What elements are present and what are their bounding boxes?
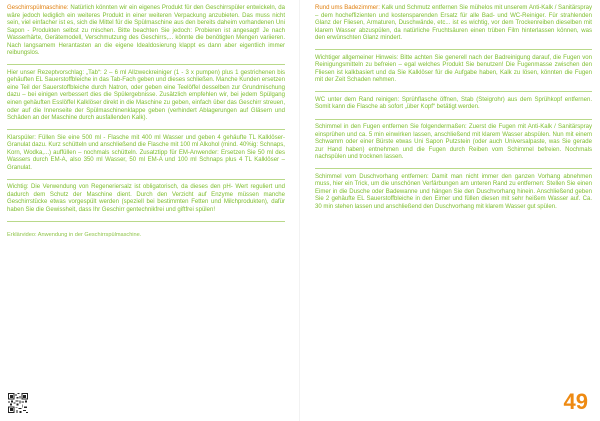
paragraph-text: Hier unser Rezeptvorschlag: „Tab“: 2 – 6 ml Allzweckreiniger (1 - 3 x pumpen) plus 1 gestrichenen bis gehäuften EL Sauerstoffbleiche in das Tab-Fach geben und dieses schließen. Manche Kunden ersetzen eine Teil der Sauerstoffbleiche durch Natron, oder geben eine Teelöffel desselben zur Grundmischung dazu – bei einigen verbessert dies die Spülergebnisse. Zusätzlich empfehlen wir, bei jedem Spülgang einen gehäuften Esslöffel Kalklöser direkt in die Maschine zu geben, einfach über das Geschirr streuen, oder auf die Innenseite der Spülmaschinenklappe geben (verhindert Ablagerungen auf Gläsern und Schäden an der Maschine durch ausfallenden Kalk).	[7, 69, 285, 122]
paragraph-text: Klarspüler: Füllen Sie eine 500 ml - Flasche mit 400 ml Wasser und geben 4 gehäufte TL Kalklöser- Granulat dazu. Kurz schütteln und anschließend die Flasche mit 100 ml Alkohol (mind. 40%ig: Schnaps, Korn, Wodka,...) auffüllen – nochmals schütteln. Zusatztipp für EM-Anwender: Ersetzen Sie 50 ml des Wassers durch EM-A, also 350 ml Wasser, 50 ml EM-A und 100 ml Schnaps plus 4 TL Kalklöser – Granulat.	[7, 134, 285, 171]
page-number: 49	[563, 389, 588, 414]
paragraph-bathroom	[315, 5, 592, 43]
paragraph-rinse-aid	[7, 135, 285, 173]
separator	[7, 129, 285, 130]
right-page	[300, 0, 600, 421]
paragraph-text: Schimmel vom Duschvorhang entfernen: Damit man nicht immer den ganzen Vorhang abnehmen muss, hier ein Trick, um die unschönen Verfärbungen am unteren Rand zu entfernen: Stellen Sie einen Eimer in die Dusche oder Badewanne und hängen Sie den Duschvorhang hinein. Anschließend geben Sie 2 gehäufte EL Sauerstoffbleiche in den Eimer und füllen diesen mit sehr heißem Wasser auf. Ca. 30 min stehen lassen und anschließend den Duschvorhang mit klarem Wasser gut spülen.	[315, 173, 592, 210]
paragraph-dishwasher	[7, 5, 285, 58]
separator	[315, 168, 592, 169]
left-column	[7, 5, 285, 240]
paragraph-text: Kalk und Schmutz entfernen Sie mühelos mit unserem Anti-Kalk / Sanitärspray – dem hocheffizienten und kostensparenden Ersatz für alle Bad- und WC-Reiniger. Für strahlenden Glanz der Fliesen, Armaturen, Duschwände, etc... ist es wichtig, vor dem Trockenreiben dieselben mit klarem Wasser abzuspülen, da natürliche Fruchtsäuren einen trüben Film hinterlassen können, was den erwünschten Glanz mindert.	[315, 5, 593, 42]
qr-code-icon[interactable]	[8, 393, 28, 413]
paragraph-shower-curtain	[315, 174, 592, 212]
separator	[7, 221, 285, 222]
paragraph-text: Wichtig: Die Verwendung von Regeneriersalz ist obligatorisch, da dieses den pH- Wert reguliert und dadurch dem Schutz der Maschine dient. Durch den Verzicht auf Enzyme müssen manche Geschirrstücke etwas vorgespült werden (speziell bei bestimmten Fetten und Milchprodukten), dafür haben Sie die Gewissheit, dass Ihr Geschirr gentechnikfrei und giftfrei spülen!	[7, 184, 285, 214]
paragraph-important	[7, 184, 285, 214]
paragraph-wc-rim	[315, 97, 592, 112]
separator	[7, 64, 285, 65]
paragraph-tab-recipe	[7, 70, 285, 123]
separator	[315, 91, 592, 92]
paragraph-text: Schimmel in den Fugen entfernen Sie folgendermaßen: Zuerst die Fugen mit Anti-Kalk / Sanitärspray einsprühen und ca. 5 min einwirken lassen, anschließend mit klarem Wasser abspülen. Nun mit einem Schwamm oder einer Bürste etwas Uni Sapon Putzstein (oder auch Universalpaste, was Sie gerade zur Hand haben) entnehmen und die Fugen durch Reiben vom Schimmel befreien. Nochmals nachspülen und trocknen lassen.	[315, 124, 592, 161]
paragraph-lead: Geschirrspülmaschine:	[7, 5, 69, 11]
paragraph-text: Wichtiger allgemeiner Hinweis: Bitte achten Sie generell nach der Badreinigung darauf, die Fugen von Reinigungsmitteln zu befreien – egal welches Produkt Sie benutzen! Die Fugenmasse zwischen den Fliesen ist kalkbasiert und da Sie Kalklöser für die Aufgabe haben, Kalk zu lösen, könnten die Fugen mit der Zeit Schaden nehmen.	[315, 54, 592, 84]
paragraph-lead: Rund ums Badezimmer:	[315, 5, 380, 11]
separator	[315, 49, 592, 50]
paragraph-mold-joints	[315, 124, 592, 162]
paragraph-text: WC unter dem Rand reinigen: Sprühflasche öffnen, Stab (Steigrohr) aus dem Sprühkopf entfernen. Somit kann die Flasche ab sofort „über Kopf“ betätigt werden.	[315, 96, 592, 111]
video-note[interactable]: Erklärvideo: Anwendung in der Geschirrspülmaschine.	[7, 232, 142, 239]
paragraph-general-note	[315, 55, 592, 85]
separator	[7, 179, 285, 180]
right-column	[315, 5, 592, 218]
separator	[315, 119, 592, 120]
paragraph-text: Natürlich könnten wir ein eigenes Produkt für den Geschirrspüler entwickeln, da wäre jedoch lediglich ein weiteres Produkt in einer weiteren Verpackung anzubieten. Das muss nicht sein, viel einfacher ist es, sich die Mittel für die Spülmaschine aus den bereits daheim vorhandenen Uni Sapon - Produkten selbst zu mischen. Bitte beachten Sie jedoch: Probieren ist angesagt! Je nach Wasserhärte, Gerätemodell, Verschmutzung des Geschirrs,... könnte die benötigten Mengen variieren. Nach langsamem Herantasten an die eigene Idealdosierung klappt es dann aber eigentlich immer reibungslos.	[7, 5, 285, 57]
